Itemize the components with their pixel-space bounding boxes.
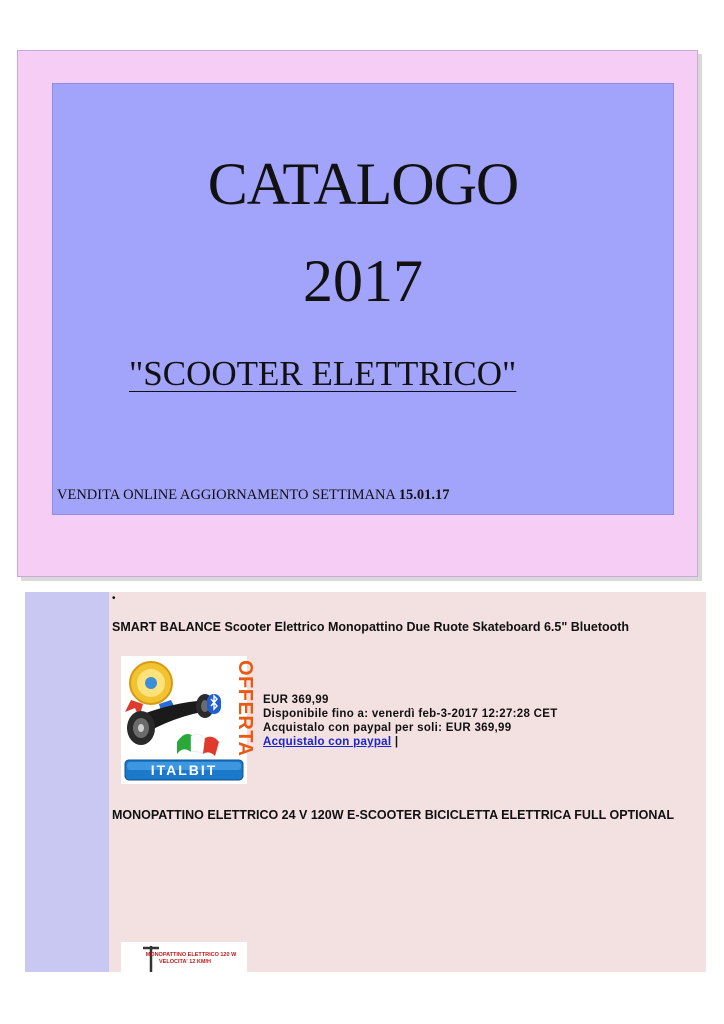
image-caption-line1: MONOPATTINO ELETTRICO 120 W — [145, 952, 237, 958]
cover-panel — [52, 83, 674, 515]
product-details — [263, 693, 558, 749]
product-title: MONOPATTINO ELETTRICO 24 V 120W E-SCOOTER BICICLETTA ELETTRICA FULL OPTIONAL — [112, 808, 675, 822]
product-listing — [25, 592, 706, 972]
offer-banner: OFFERTA — [234, 660, 256, 757]
cover-footer-text: VENDITA ONLINE AGGIORNAMENTO SETTIMANA — [57, 487, 399, 503]
catalog-cover — [17, 50, 698, 577]
product-image[interactable] — [121, 942, 247, 982]
brand-badge-text: ITALBIT — [150, 762, 218, 778]
cover-footer-date: 15.01.17 — [398, 487, 450, 503]
link-separator: | — [391, 736, 399, 748]
product-image[interactable] — [121, 656, 256, 784]
product-availability: Disponibile fino a: venerdì feb-3-2017 12:27:28 CET — [263, 708, 558, 720]
image-caption-line2: VELOCITA' 12 KM/H — [159, 959, 211, 965]
cover-footer — [57, 486, 449, 504]
paypal-row — [263, 735, 558, 749]
product-title: SMART BALANCE Scooter Elettrico Monopattino Due Ruote Skateboard 6.5" Bluetooth — [112, 620, 630, 634]
list-bullet: • — [112, 593, 116, 604]
cover-year: 2017 — [303, 248, 423, 314]
cover-subject: "SCOOTER ELETTRICO" — [129, 354, 517, 393]
paypal-buy-link[interactable]: Acquistalo con paypal — [263, 736, 392, 748]
product-price: EUR 369,99 — [263, 694, 329, 706]
cover-title: CATALOGO — [207, 151, 519, 217]
bluetooth-icon — [207, 694, 221, 714]
brand-badge — [125, 760, 243, 780]
paypal-price-text: Acquistalo con paypal per soli: EUR 369,99 — [263, 722, 512, 734]
listing-sidebar — [25, 592, 109, 972]
